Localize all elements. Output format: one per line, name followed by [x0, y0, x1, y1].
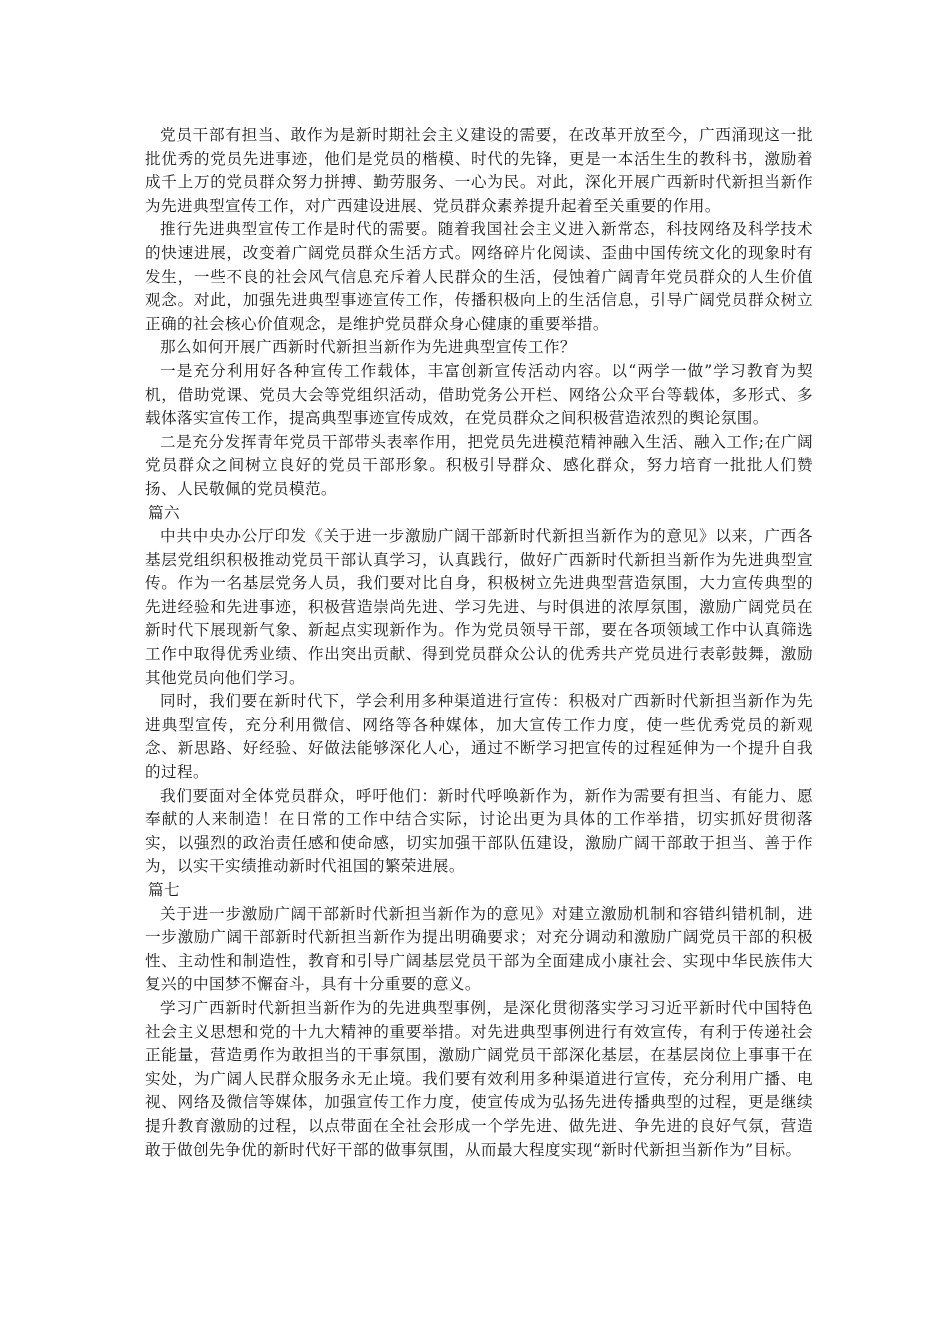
- paragraph: 同时，我们要在新时代下，学会利用多种渠道进行宣传：积极对广西新时代新担当新作为先进典型宣传，充分利用微信、网络等各种媒体，加大宣传工作力度，使一些优秀党员的新观念、新思路、好经验、好做法能够深化人心，通过不断学习把宣传的过程延伸为一个提升自我的过程。: [145, 692, 813, 782]
- paragraph: 我们要面对全体党员群众，呼吁他们：新时代呼唤新作为，新作为需要有担当、有能力、愿奉献的人来制造！在日常的工作中结合实际，讨论出更为具体的工作举措，切实抓好贯彻落实，以强烈的政治责任感和使命感，切实加强干部队伍建设，激励广阔干部敢于担当、善于作为，以实干实绩推动新时代祖国的繁荣进展。: [145, 786, 813, 876]
- paragraph: 二是充分发挥青年党员干部带头表率作用，把党员先进模范精神融入生活、融入工作;在广阔党员群众之间树立良好的党员干部形象。积极引导群众、感化群众，努力培育一批批人们赞扬、人民敬佩的党员模范。: [145, 432, 813, 498]
- paragraph: 一是充分利用好各种宣传工作载体，丰富创新宣传活动内容。以“两学一做”学习教育为契机，借助党课、党员大会等党组织活动，借助党务公开栏、网络公众平台等载体，多形式、多载体落实宣传工作，提高典型事迹宣传成效，在党员群众之间积极营造浓烈的舆论氛围。: [145, 361, 813, 428]
- section-heading: 篇六: [148, 503, 180, 522]
- paragraph: 党员干部有担当、敢作为是新时期社会主义建设的需要，在改革开放至今，广西涌现这一批批优秀的党员先进事迹，他们是党员的楷模、时代的先锋，更是一本活生生的教科书，激励着成千上万的党员群众努力拼搏、勤劳服务、一心为民。对此，深化开展广西新时代新担当新作为先进典型宣传工作，对广西建设进展、党员群众素养提升起着至关重要的作用。: [145, 126, 813, 215]
- paragraph: 那么如何开展广西新时代新担当新作为先进典型宣传工作？: [160, 338, 576, 357]
- paragraph: 关于进一步激励广阔干部新时代新担当新作为的意见》对建立激励机制和容错纠错机制，进一步激励广阔干部新时代新担当新作为提出明确要求；对充分调动和激励广阔党员干部的积极性、主动性和制造性，教育和引导广阔基层党员干部为全面建成小康社会、实现中华民族伟大复兴的中国梦不懈奋斗，具有十分重要的意义。: [145, 904, 813, 994]
- paragraph: 推行先进典型宣传工作是时代的需要。随着我国社会主义进入新常态，科技网络及科学技术的快速进展，改变着广阔党员群众生活方式。网络碎片化阅读、歪曲中国传统文化的现象时有发生，一些不良的社会风气信息充斥着人民群众的生活，侵蚀着广阔青年党员群众的人生价值观念。对此，加强先进典型事迹宣传工作，传播积极向上的生活信息，引导广阔党员群众树立正确的社会核心价值观念，是维护党员群众身心健康的重要举措。: [145, 220, 813, 333]
- paragraph: 中共中央办公厅印发《关于进一步激励广阔干部新时代新担当新作为的意见》以来，广西各基层党组织积极推动党员干部认真学习，认真践行，做好广西新时代新担当新作为先进典型宣传。作为一名基层党务人员，我们要对比自身，积极树立先进典型营造氛围，大力宣传典型的先进经验和先进事迹，积极营造崇尚先进、学习先进、与时俱进的浓厚氛围，激励广阔党员在新时代下展现新气象、新起点实现新作为。作为党员领导干部，要在各项领域工作中认真筛选工作中取得优秀业绩、作出突出贡献、得到党员群众公认的优秀共产党员进行表彰鼓舞，激励其他党员向他们学习。: [145, 527, 813, 687]
- paragraph: 学习广西新时代新担当新作为的先进典型事例，是深化贯彻落实学习习近平新时代中国特色社会主义思想和党的十九大精神的重要举措。对先进典型事例进行有效宣传，有利于传递社会正能量，营造勇作为敢担当的干事氛围，激励广阔党员干部深化基层，在基层岗位上事事干在实处，为广阔人民群众服务永无止境。我们要有效利用多种渠道进行宣传，充分利用广播、电视、网络及微信等媒体，加强宣传工作力度，使宣传成为弘扬先进传播典型的过程，更是继续提升教育激励的过程，以点带面在全社会形成一个学先进、做先进、争先进的良好气氛，营造敢于做创先争优的新时代好干部的做事氛围，从而最大程度实现“新时代新担当新作为”目标。: [145, 998, 813, 1159]
- section-heading: 篇七: [148, 881, 180, 899]
- document-body: [145, 124, 813, 1162]
